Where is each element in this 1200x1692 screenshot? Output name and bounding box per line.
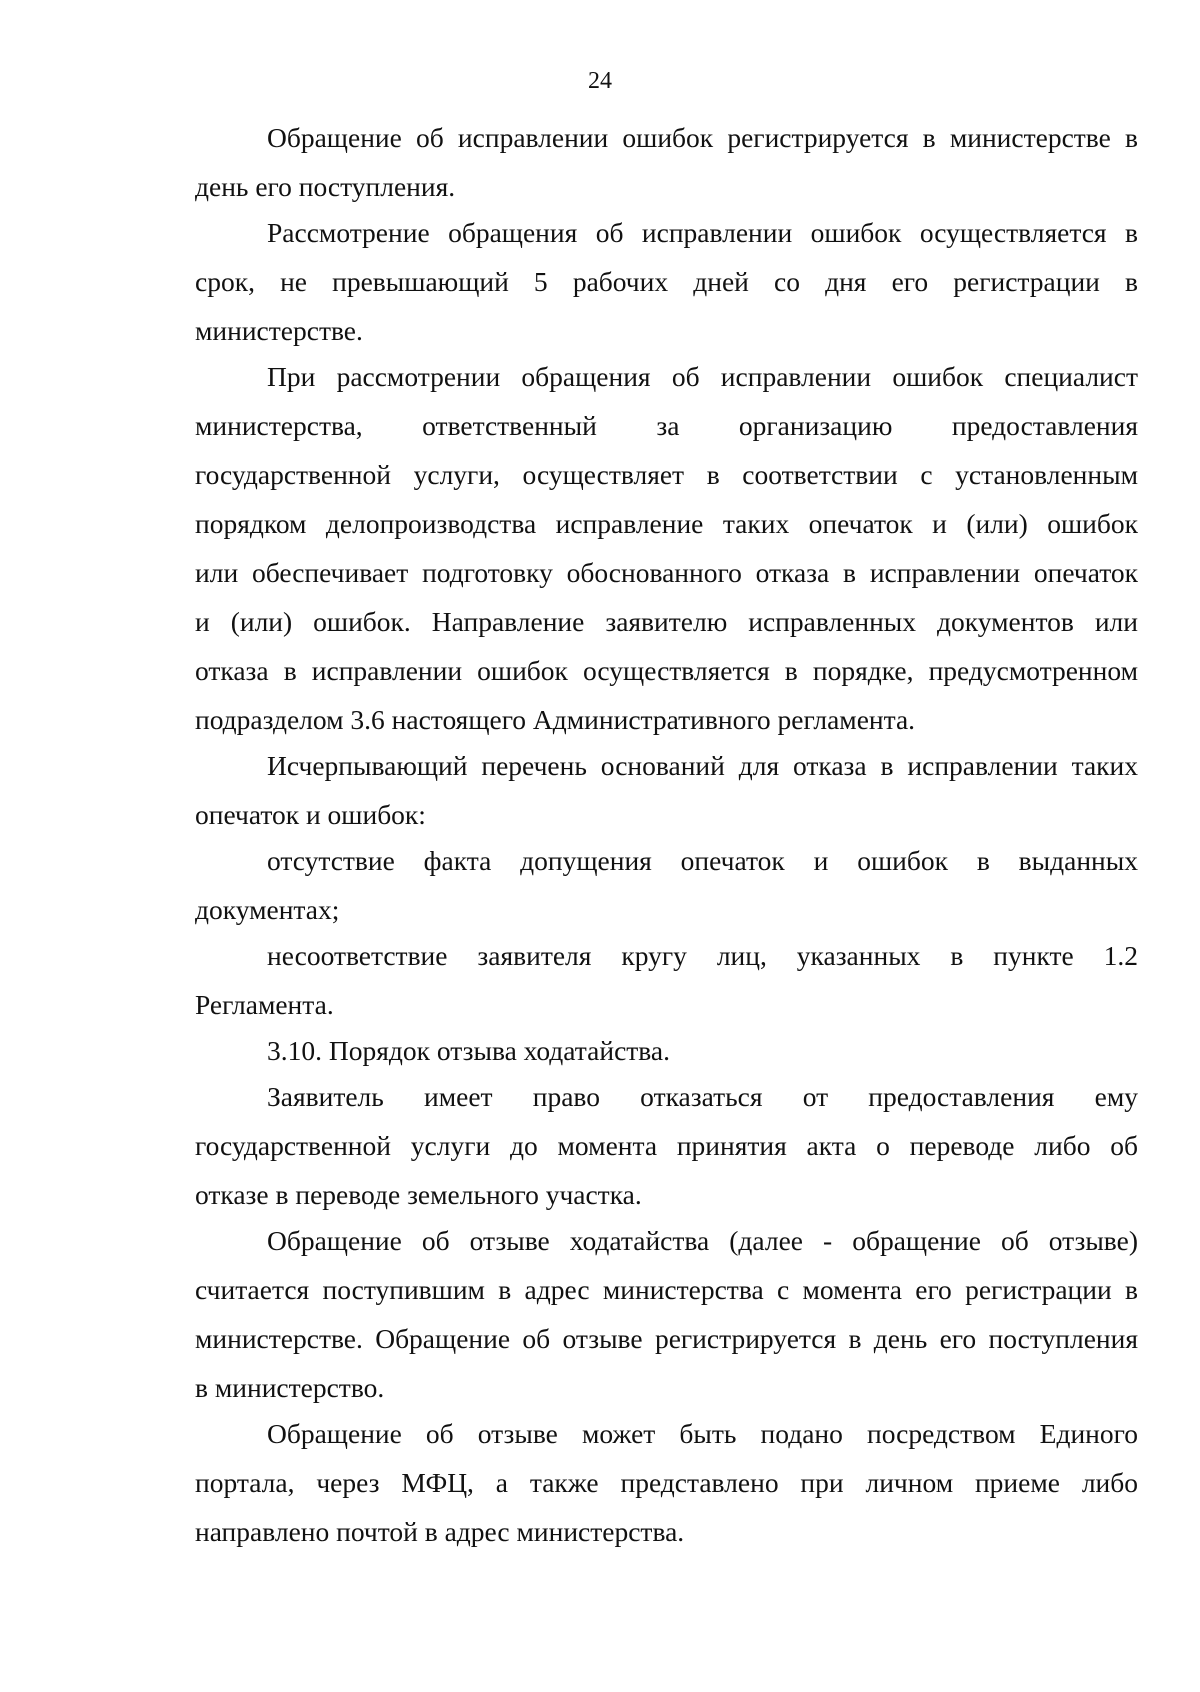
text-line: министерства, ответственный за организацию предоставления xyxy=(195,410,1138,441)
text-line: портала, через МФЦ, а также представлено при личном приеме либо xyxy=(195,1467,1138,1498)
document-body xyxy=(195,113,1138,1556)
text-line: опечаток и ошибок: xyxy=(195,799,426,830)
text-line: государственной услуги до момента принятия акта о переводе либо об xyxy=(195,1130,1138,1161)
text-line: направлено почтой в адрес министерства. xyxy=(195,1516,685,1547)
paragraph xyxy=(195,836,1138,934)
text-line: министерстве. xyxy=(195,315,363,346)
text-line: Обращение об исправлении ошибок регистрируется в министерстве в xyxy=(267,122,1138,153)
text-line: или обеспечивает подготовку обоснованного отказа в исправлении опечаток xyxy=(195,557,1138,588)
text-line: отказе в переводе земельного участка. xyxy=(195,1179,642,1210)
text-line: Регламента. xyxy=(195,989,334,1020)
text-line: государственной услуги, осуществляет в соответствии с установленным xyxy=(195,459,1138,490)
text-line: срок, не превышающий 5 рабочих дней со дня его регистрации в xyxy=(195,266,1138,297)
text-line: Обращение об отзыве может быть подано посредством Единого xyxy=(267,1418,1138,1449)
text-line: считается поступившим в адрес министерства с момента его регистрации в xyxy=(195,1274,1138,1305)
text-line: и (или) ошибок. Направление заявителю исправленных документов или xyxy=(195,606,1138,637)
section-heading: 3.10. Порядок отзыва ходатайства. xyxy=(267,1035,670,1066)
text-line: отсутствие факта допущения опечаток и ошибок в выданных xyxy=(267,845,1138,876)
text-line: При рассмотрении обращения об исправлении ошибок специалист xyxy=(267,361,1138,392)
paragraph xyxy=(195,113,1138,211)
text-line: несоответствие заявителя кругу лиц, указанных в пункте 1.2 xyxy=(267,940,1138,971)
paragraph xyxy=(195,1216,1138,1412)
text-line: в министерство. xyxy=(195,1372,385,1403)
paragraph xyxy=(195,741,1138,839)
text-line: день его поступления. xyxy=(195,171,456,202)
page-number: 24 xyxy=(588,68,612,94)
paragraph xyxy=(195,208,1138,355)
paragraph xyxy=(195,1026,1138,1075)
text-line: министерстве. Обращение об отзыве регистрируется в день его поступления xyxy=(195,1323,1138,1354)
text-line: документах; xyxy=(195,894,340,925)
text-line: Рассмотрение обращения об исправлении ошибок осуществляется в xyxy=(267,217,1138,248)
text-line: отказа в исправлении ошибок осуществляется в порядке, предусмотренном xyxy=(195,655,1138,686)
text-line: Исчерпывающий перечень оснований для отказа в исправлении таких xyxy=(267,750,1138,781)
paragraph xyxy=(195,931,1138,1029)
text-line: подразделом 3.6 настоящего Административного регламента. xyxy=(195,704,916,735)
paragraph xyxy=(195,352,1138,744)
paragraph xyxy=(195,1409,1138,1556)
text-line: Заявитель имеет право отказаться от предоставления ему xyxy=(267,1081,1138,1112)
text-line: порядком делопроизводства исправление таких опечаток и (или) ошибок xyxy=(195,508,1138,539)
paragraph xyxy=(195,1072,1138,1219)
text-line: Обращение об отзыве ходатайства (далее - обращение об отзыве) xyxy=(267,1225,1138,1256)
